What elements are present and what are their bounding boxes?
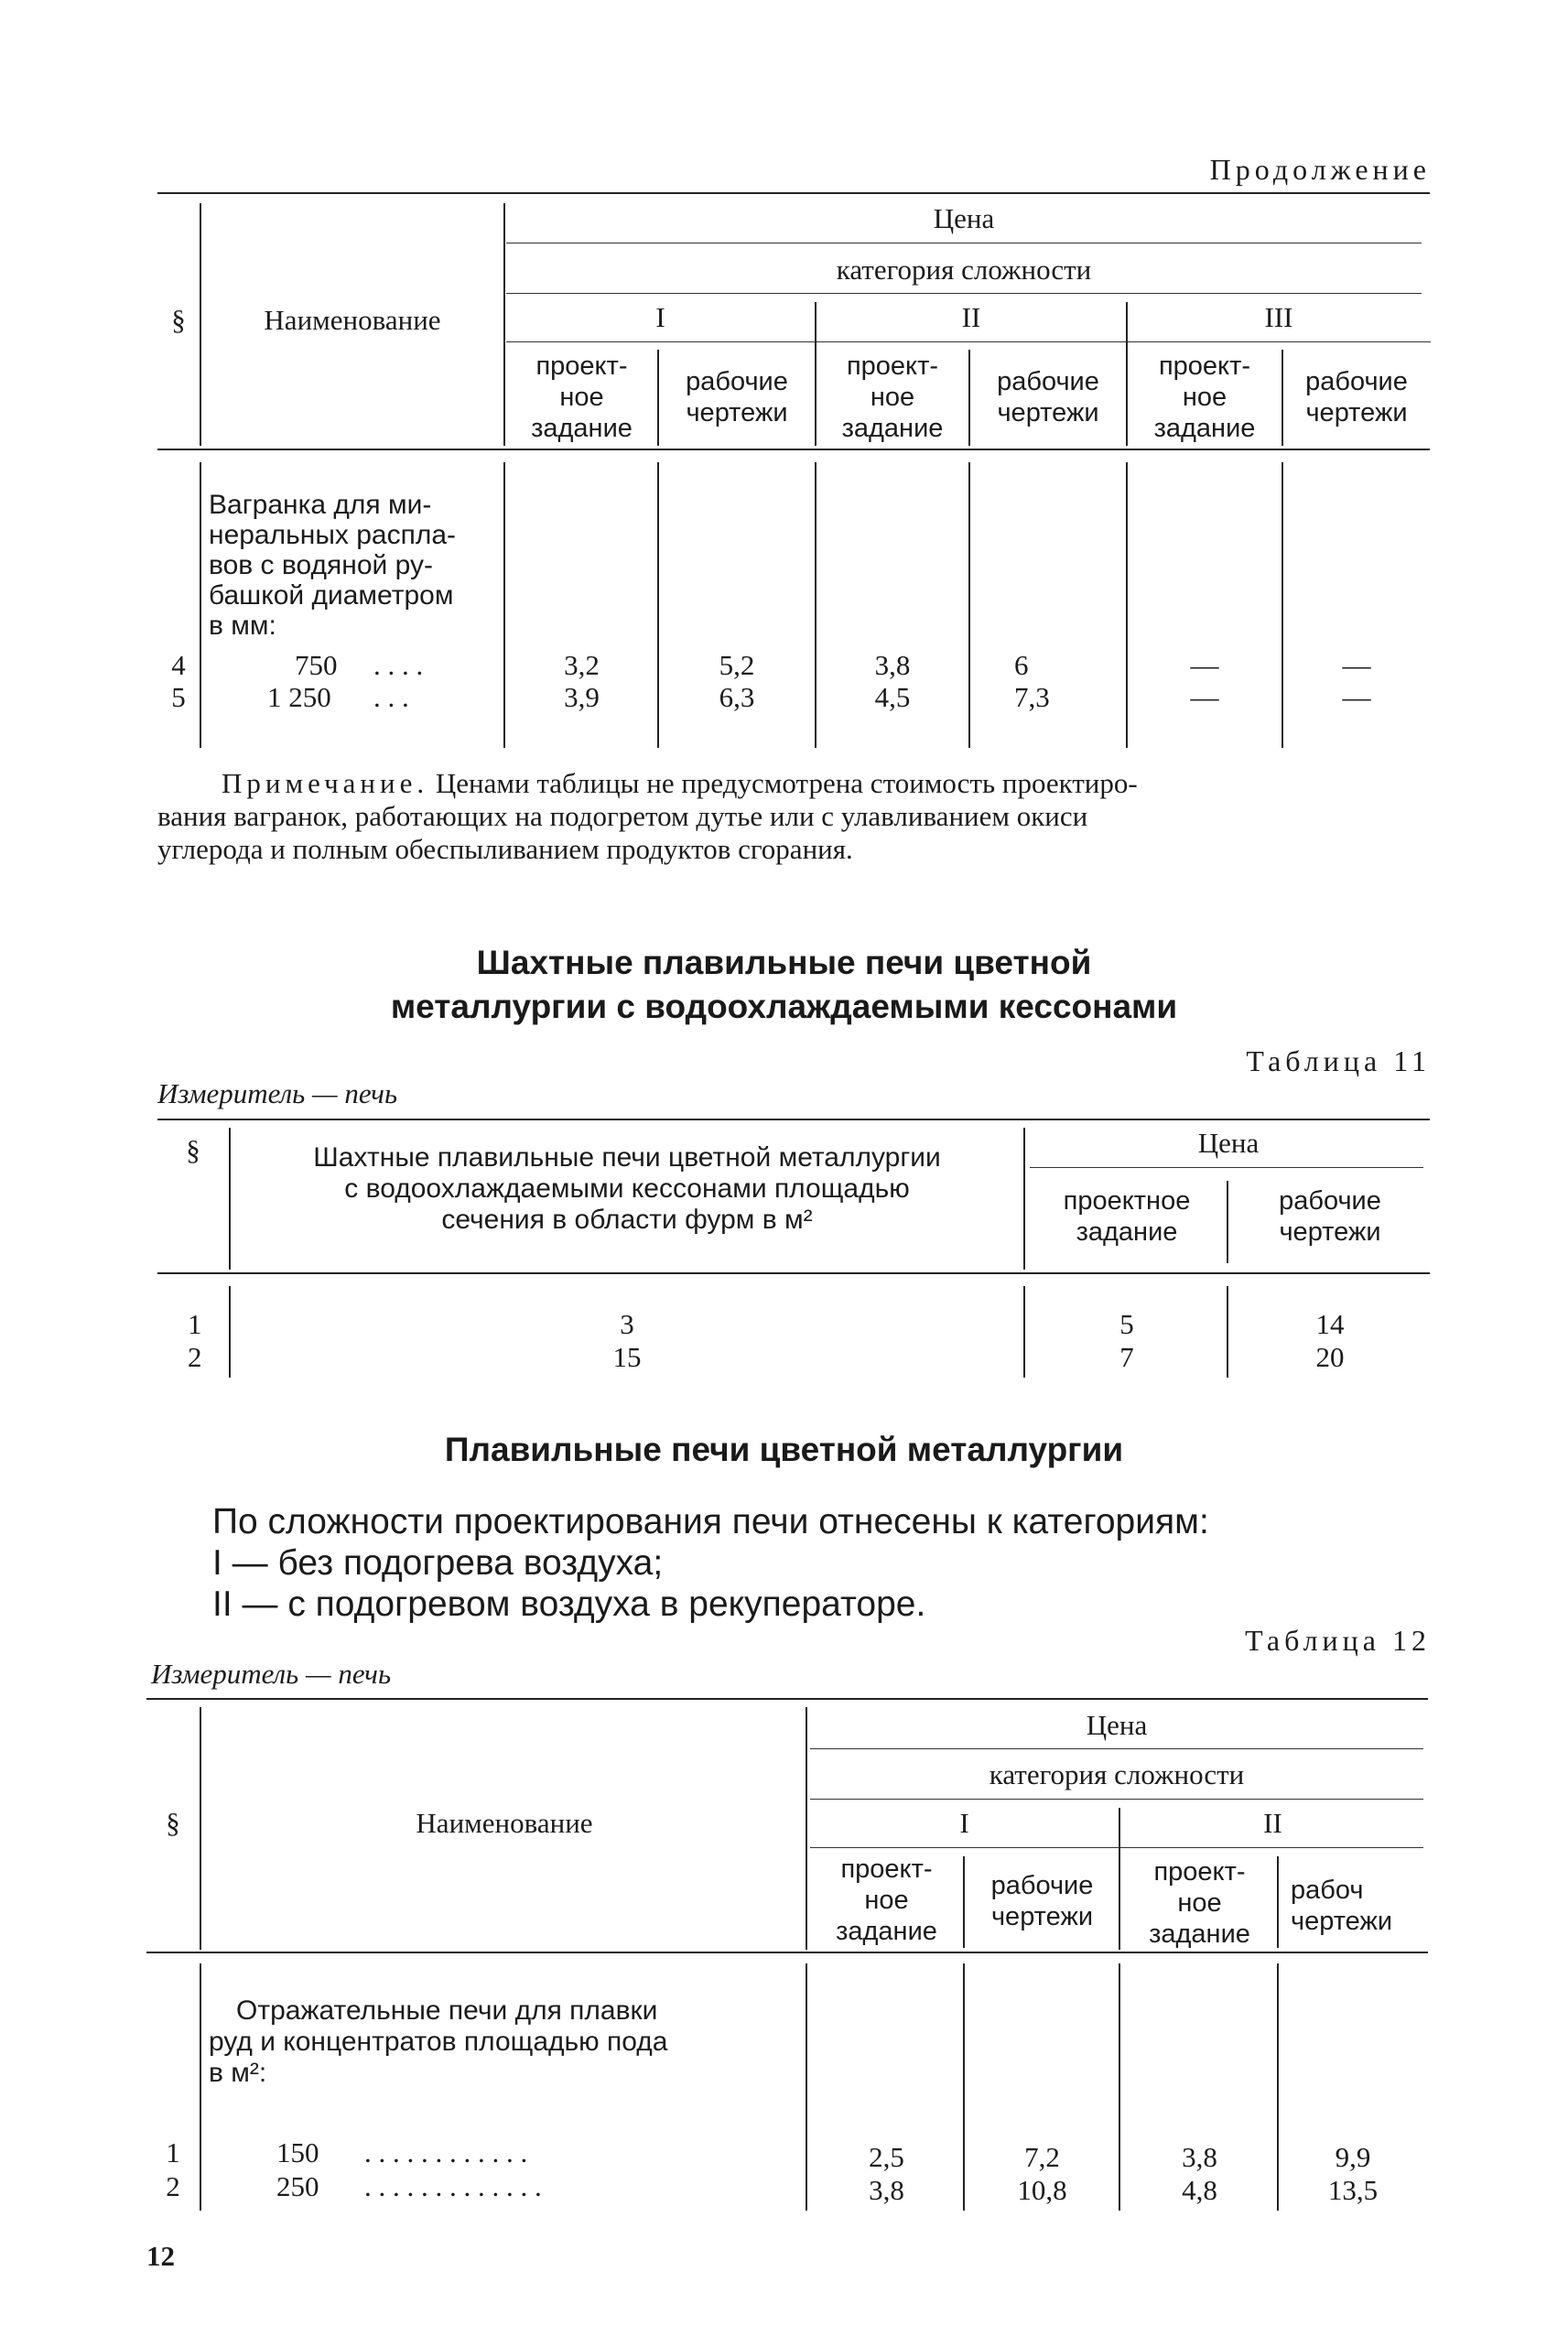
row-dots: . . . . [373, 649, 424, 681]
subheader-project: проект- ное задание [836, 1855, 937, 1946]
header-name: Наименование [416, 1807, 593, 1839]
header-category: категория сложности [836, 254, 1092, 286]
subheader-project: проект- ное задание [1149, 1857, 1250, 1949]
row-size: 250 [276, 2170, 319, 2202]
table-rule [1227, 1286, 1228, 1378]
cell: 4,8 [1182, 2174, 1217, 2206]
section-title: Плавильные печи цветной металлургии [444, 1431, 1124, 1468]
row-size: 750 [295, 649, 338, 681]
cell: — [1342, 681, 1371, 713]
cell: 3,8 [1182, 2141, 1217, 2173]
row-size: 150 [276, 2136, 319, 2168]
table-rule [506, 293, 1422, 294]
table-rule [200, 1963, 201, 2211]
table-rule [963, 1856, 965, 1948]
table-rule [200, 1707, 201, 1950]
table-rule [806, 1963, 807, 2211]
cell: 6,3 [719, 681, 755, 713]
table-rule [157, 192, 1430, 194]
row-para: 5 [171, 681, 186, 713]
table-rule [146, 1952, 1428, 1953]
row-para: 2 [188, 1341, 202, 1373]
row-size: 1 250 [267, 681, 331, 713]
cell: 15 [612, 1341, 642, 1373]
table-rule [1277, 1963, 1279, 2211]
page-number: 12 [146, 2240, 175, 2272]
cell: 2,5 [869, 2141, 904, 2173]
subheader-work: рабочие чертежи [990, 1871, 1094, 1931]
table-rule [1119, 1963, 1120, 2211]
table-rule [503, 203, 505, 446]
row-para: 1 [188, 1308, 202, 1340]
cell: 7,2 [1024, 2141, 1060, 2173]
cell: 5 [1119, 1308, 1134, 1340]
header-cat-2: II [1263, 1807, 1282, 1839]
table-rule [503, 462, 505, 748]
header-cat-1: I [655, 301, 665, 333]
cell: 3 [620, 1308, 634, 1340]
row-para: 4 [171, 649, 186, 681]
table-rule [963, 1963, 965, 2211]
cell: 9,9 [1335, 2141, 1371, 2173]
table-rule [968, 462, 970, 748]
table-note [157, 767, 1430, 866]
table-label: Таблица 11 [1246, 1044, 1431, 1077]
subheader-work: рабочие чертежи [686, 367, 788, 427]
subheader-project: проект- ное задание [1153, 351, 1256, 443]
cell: 3,8 [869, 2174, 904, 2206]
row-dots: . . . . . . . . . . . . . [364, 2170, 542, 2202]
cell: 13,5 [1327, 2174, 1379, 2206]
cell: 10,8 [1017, 2174, 1067, 2206]
header-para: § [171, 304, 186, 336]
cell: — [1190, 681, 1219, 713]
table-rule [1119, 1808, 1120, 1950]
table-rule [1277, 1856, 1279, 1948]
subheader-project: проектное задание [1063, 1186, 1191, 1247]
table-rule [1030, 1167, 1423, 1168]
cell: 3,2 [564, 649, 600, 681]
subheader-work: рабочие чертежи [1279, 1186, 1381, 1247]
section-title: Шахтные плавильные печи цветной металлургии с водоохлаждаемыми кессонами [390, 944, 1178, 1025]
cell: 3,9 [564, 681, 600, 713]
table-rule [229, 1286, 231, 1378]
cell: — [1190, 649, 1219, 681]
unit-label: Измеритель — печь [151, 1658, 392, 1690]
cell: 20 [1315, 1341, 1345, 1373]
note-line: углерода и полным обеспыливанием продуктов сгорания. [157, 833, 853, 865]
header-para: § [166, 1807, 180, 1839]
header-price: Цена [1086, 1709, 1148, 1741]
subheader-work: рабоч чертежи [1291, 1876, 1393, 1936]
row-para: 1 [166, 2136, 180, 2168]
category-2-text: II — с подогревом воздуха в рекуператоре. [212, 1584, 926, 1624]
table-rule [810, 1799, 1423, 1800]
table-rule [157, 449, 1430, 450]
row-para: 2 [166, 2170, 180, 2202]
header-cat-2: II [961, 301, 981, 333]
subheader-project: проект- ное задание [531, 351, 633, 443]
table-rule [810, 1748, 1423, 1749]
group-label: Вагранка для ми- неральных распла- вов с водяной ру- башкой диаметром в мм: [209, 490, 457, 641]
table-rule [1227, 1181, 1228, 1263]
cell: 6 [1014, 649, 1029, 681]
intro-text: По сложности проектирования печи отнесены к категориям: [212, 1502, 1209, 1541]
cell: 4,5 [874, 681, 911, 713]
continuation-label: Продолжение [1209, 153, 1431, 186]
header-cat-1: I [959, 1807, 969, 1839]
note-line: Ценами таблицы не предусмотрена стоимость проектиро- [435, 767, 1138, 799]
table-label: Таблица 12 [1245, 1624, 1431, 1657]
table-rule [146, 1698, 1428, 1700]
cell: 7 [1119, 1341, 1134, 1373]
header-price: Цена [933, 202, 995, 234]
cell: 7,3 [1014, 681, 1050, 713]
row-dots: . . . [373, 681, 409, 713]
header-name: Шахтные плавильные печи цветной металлургии с водоохлаждаемыми кессонами площадью сечения в области фурм в м² [313, 1142, 941, 1235]
cell: 3,8 [874, 649, 911, 681]
table-rule [229, 1128, 231, 1270]
table-rule [157, 1119, 1430, 1120]
row-dots: . . . . . . . . . . . . [364, 2136, 528, 2168]
note-lead: Примечание. [222, 767, 429, 799]
cell: — [1342, 649, 1371, 681]
table-rule [1023, 1128, 1025, 1270]
table-rule [810, 1847, 1423, 1848]
header-para: § [186, 1134, 200, 1166]
category-1-text: I — без подогрева воздуха; [212, 1543, 664, 1583]
unit-label: Измеритель — печь [157, 1077, 398, 1109]
subheader-project: проект- ное задание [841, 351, 944, 443]
table-rule [157, 1272, 1430, 1274]
group-label: Отражательные печи для плавки руд и концентратов площадью пода в м²: [209, 1995, 668, 2088]
header-name: Наименование [264, 304, 441, 336]
header-category: категория сложности [989, 1758, 1245, 1790]
table-rule [1023, 1286, 1025, 1378]
table-rule [506, 341, 1431, 342]
header-price: Цена [1197, 1127, 1260, 1159]
note-line: вания вагранок, работающих на подогретом дутье или с улавливанием окиси [157, 800, 1088, 832]
subheader-work: рабочие чертежи [1305, 367, 1408, 427]
header-cat-3: III [1264, 301, 1293, 333]
cell: 5,2 [719, 649, 755, 681]
subheader-work: рабочие чертежи [997, 367, 1099, 427]
table-rule [200, 462, 201, 748]
table-rule [806, 1707, 807, 1950]
cell: 14 [1315, 1308, 1345, 1340]
